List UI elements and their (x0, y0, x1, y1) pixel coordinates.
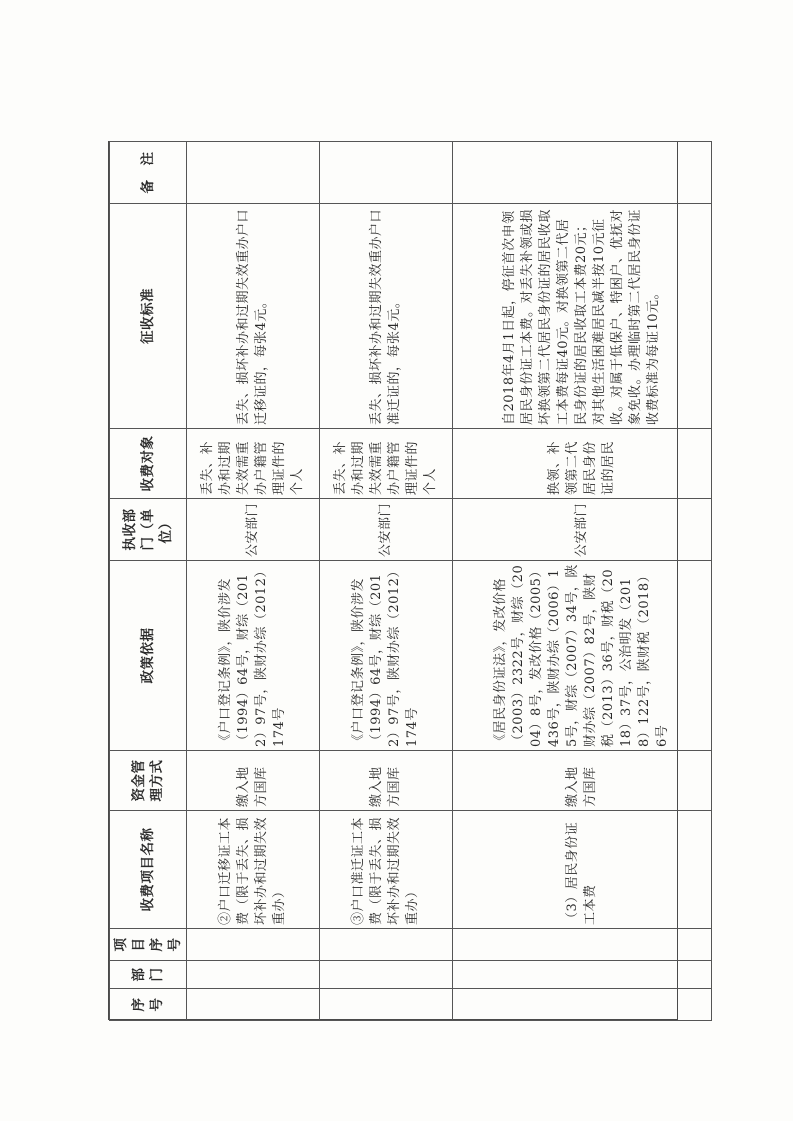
header-target: 收费对象 (110, 429, 187, 499)
header-fund-mgmt: 资金管理方式 (110, 751, 187, 811)
cell-remarks (453, 142, 712, 204)
cell-seq (453, 989, 712, 1021)
cell-fund-mgmt: 缴入地方国库 (453, 751, 712, 811)
table-row (320, 142, 453, 1021)
cell-fund-mgmt: 缴入地方国库 (187, 751, 320, 811)
cell-item-name: ③户口准迁证工本费（限于丢失、损坏补办和过期失效重办） (320, 811, 453, 929)
cell-item-seq (187, 929, 320, 961)
header-item-name: 收费项目名称 (110, 811, 187, 929)
cell-dept (187, 961, 320, 989)
header-seq: 序号 (110, 989, 187, 1021)
cell-target: 换领、补领第二代居民身份证的居民 (453, 429, 712, 499)
cell-dept (453, 961, 712, 989)
cell-target: 丢失、补办和过期失效需重办户籍管理证件的个人 (320, 429, 453, 499)
cell-standard: 自2018年4月1日起，停征首次申领居民身份证工本费。对丢失补领或损坏换领第二代居民身份证的居民收取工本费每证40元。对换领第二代居民身份证的居民收取工本费20元；对其他生活困难居民减半按10元征收。对属于低保户、特困户、优抚对象免收。办理临时第二代居民身份证收费标准为每证10元。 (453, 204, 712, 429)
cell-remarks (320, 142, 453, 204)
header-dept: 部门 (110, 961, 187, 989)
cell-item-name: ②户口迁移证工本费（限于丢失、损坏补办和过期失效重办） (187, 811, 320, 929)
cell-exec-dept: 公安部门 (320, 499, 453, 561)
cell-standard: 丢失、损坏补办和过期失效重办户口迁移证的，每张4元。 (187, 204, 320, 429)
header-exec-dept: 执收部门（单位） (110, 499, 187, 561)
cell-dept (320, 961, 453, 989)
fee-table-sheet (108, 141, 678, 1020)
table-row (187, 142, 320, 1021)
cell-seq (320, 989, 453, 1021)
cell-exec-dept: 公安部门 (187, 499, 320, 561)
cell-item-seq (453, 929, 712, 961)
cell-exec-dept: 公安部门 (453, 499, 712, 561)
cell-target: 丢失、补办和过期失效需重办户籍管理证件的个人 (187, 429, 320, 499)
cell-item-name: （3）居民身份证工本费 (453, 811, 712, 929)
table-header-row (110, 142, 187, 1021)
header-policy: 政策依据 (110, 561, 187, 751)
header-remarks: 备 注 (110, 142, 187, 204)
cell-policy: 《户口登记条例》，陕价涉发（1994）64号，财综（2012）97号，陕财办综（2012）174号 (187, 561, 320, 751)
cell-policy: 《居民身份证法》，发改价格（2003）2322号，财综（2004）8号，发改价格（2005）436号，陕财办综（2006）15号，财综（2007）34号，陕财办综（2007）82号，陕财税（2013）36号，财税（2018）37号，公治明发（2018）122号，陕财税（2018）6号 (453, 561, 712, 751)
cell-fund-mgmt: 缴入地方国库 (320, 751, 453, 811)
cell-item-seq (320, 929, 453, 961)
cell-standard: 丢失、损坏补办和过期失效重办户口准迁证的，每张4元。 (320, 204, 453, 429)
cell-remarks (187, 142, 320, 204)
rotated-table-container (109, 142, 679, 1021)
table-row (453, 142, 712, 1021)
cell-policy: 《户口登记条例》，陕价涉发（1994）64号，财综（2012）97号，陕财办综（2012）174号 (320, 561, 453, 751)
header-item-seq: 项目序号 (110, 929, 187, 961)
header-standard: 征收标准 (110, 204, 187, 429)
cell-seq (187, 989, 320, 1021)
fee-table (109, 141, 712, 1021)
